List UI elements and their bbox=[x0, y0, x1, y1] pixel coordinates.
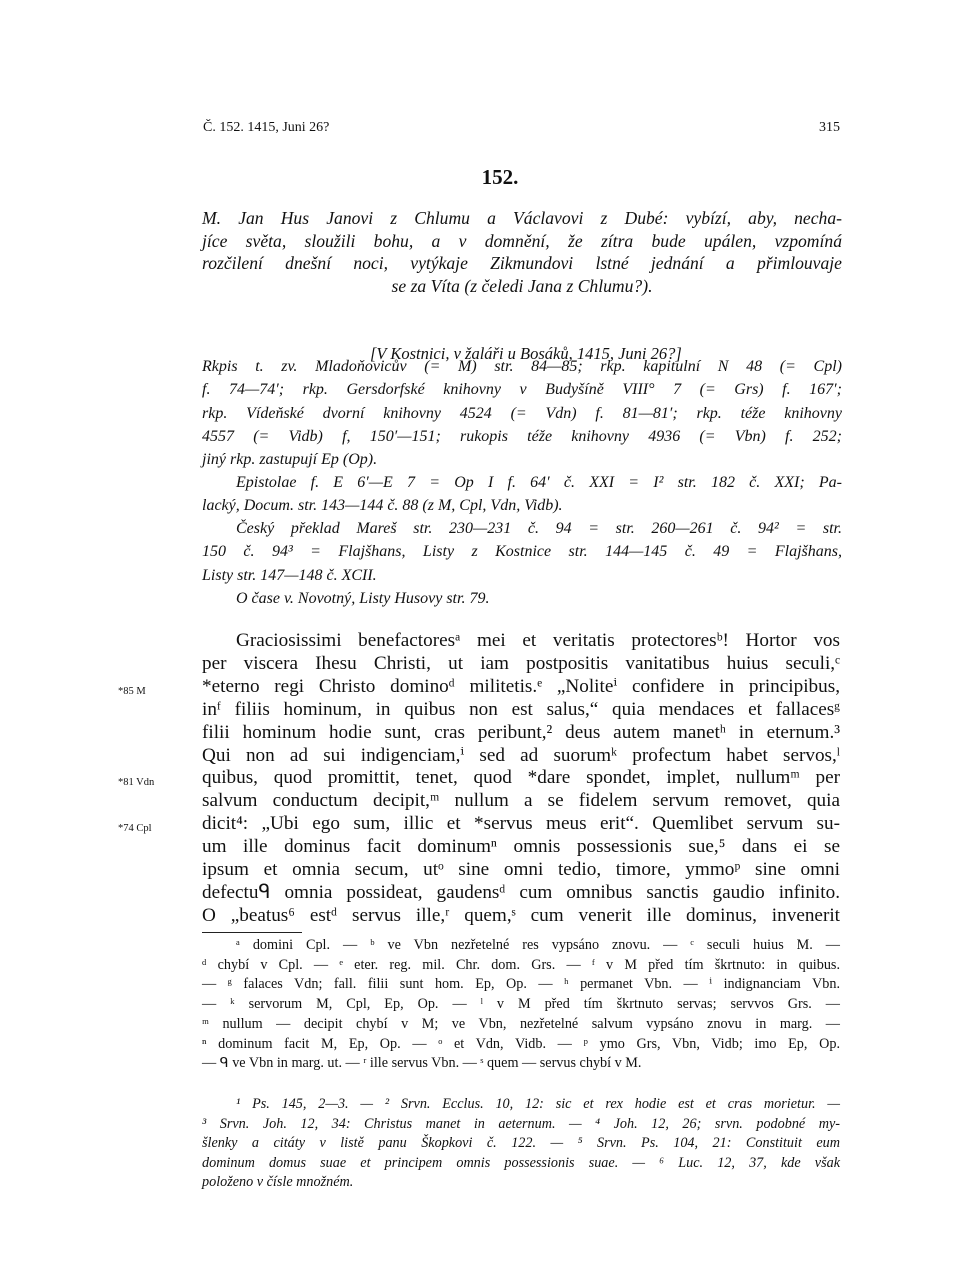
running-head-left: Č. 152. 1415, Juni 26? bbox=[203, 120, 330, 135]
text-line: filii hominum hodie sunt, cras peribunt,² deus autem manetʰ in eternum.³ bbox=[202, 721, 840, 743]
footnote-line: šlenky a citáty v listě panu Škopkovi č. 122. — ⁵ Srvn. Ps. 104, 21: Constituit eum bbox=[202, 1135, 840, 1152]
apparatus-manuscripts bbox=[202, 355, 842, 471]
letter-summary bbox=[202, 207, 842, 297]
source-notes bbox=[202, 1095, 840, 1193]
margin-note: *74 Cpl bbox=[118, 823, 152, 834]
footnote-divider bbox=[202, 932, 302, 933]
summary-line: rozčilení dnešní noci, vytýkaje Zikmundovi lstné jednání a přimlouvaje bbox=[202, 253, 842, 273]
page-number: 315 bbox=[819, 120, 840, 135]
footnote-line: ᵈ chybí v Cpl. — ᵉ eter. reg. mil. Chr. dom. Grs. — ᶠ v M před tím škrtnuto: in quibus. bbox=[202, 956, 840, 973]
text-line: inᶠ filiis hominum, in quibus non est salus,“ quia mendaces et fallacesᵍ bbox=[202, 698, 840, 720]
letter-number: 152. bbox=[481, 165, 519, 189]
footnote-line: položeno v čísle množném. bbox=[202, 1174, 354, 1191]
text-line: ipsum et omnia secum, utᵒ sine omni tedio, timore, ymmoᵖ sine omni bbox=[202, 859, 840, 881]
variant-notes bbox=[202, 936, 840, 1074]
footnote-line: ᵃ domini Cpl. — ᵇ ve Vbn nezřetelné res vypsáno znovu. — ᶜ seculi huius M. — bbox=[236, 937, 840, 953]
text-line: salvum conductum decipit,ᵐ nullum a se fidelem servum removet, quia bbox=[202, 790, 840, 812]
text-line: *eterno regi Christo dominoᵈ militetis.ᵉ „Noliteⁱ confidere in principibus, bbox=[202, 675, 840, 697]
letter-text bbox=[202, 630, 840, 928]
text-line: quibus, quod promittit, tenet, quod *dare spondet, implet, nullumᵐ per bbox=[202, 767, 840, 789]
apparatus-line: Epistolae f. E 6′—E 7 = Op I f. 64′ č. XXI = I² str. 182 č. XXI; Pa- bbox=[236, 474, 842, 491]
apparatus-line: Český překlad Mareš str. 230—231 č. 94 = str. 260—261 č. 94² = str. bbox=[236, 520, 842, 537]
text-line: Graciosissimi benefactoresᵃ mei et veritatis protectoresᵇ! Hortor vos bbox=[236, 630, 840, 651]
apparatus-editions bbox=[202, 471, 842, 518]
footnote-line: — ᵍ falaces Vdn; fall. filii sunt hom. Ep, Op. — ʰ permanet Vbn. — ⁱ indignanciam Vbn. bbox=[202, 976, 840, 993]
footnote-line: dominum domus suae et principem omnis possessionis suae. — ⁶ Luc. 12, 37, kde však bbox=[202, 1154, 840, 1171]
apparatus-line: jiný rkp. zastupují Ep (Op). bbox=[202, 451, 378, 469]
apparatus-translations bbox=[202, 517, 842, 587]
footnote-line: — ᵏ servorum M, Cpl, Ep, Op. — ˡ v M před tím škrtnuto servas; servvos Grs. — bbox=[202, 996, 840, 1013]
text-line: um ille dominus facit dominumⁿ omnis possessionis sue,⁵ dans ei se bbox=[202, 836, 840, 858]
apparatus-line: lacký, Docum. str. 143—144 č. 88 (z M, Cpl, Vdn, Vidb). bbox=[202, 497, 563, 515]
text-line: O „beatus⁶ estᵈ servus ille,ʳ quem,ˢ cum venerit ille dominus, invenerit bbox=[202, 904, 840, 926]
apparatus-line: Listy str. 147—148 č. XCII. bbox=[202, 566, 377, 584]
summary-line: se za Víta (z čeledi Jana z Chlumu?). bbox=[391, 275, 653, 296]
margin-note: *81 Vdn bbox=[118, 777, 155, 788]
margin-note: *85 M bbox=[118, 686, 146, 697]
apparatus-line: Rkpis t. zv. Mladoňovicův (= M) str. 84—85; rkp. kapitulní N 48 (= Cpl) bbox=[202, 358, 842, 375]
footnote-line: ³ Srvn. Joh. 12, 34: Christus manet in aeternum. — ⁴ Joh. 12, 26; srvn. podobné my- bbox=[202, 1115, 840, 1132]
text-line: Qui non ad sui indigenciam,ⁱ sed ad suorumᵏ profectum habet servos,ˡ bbox=[202, 744, 840, 766]
summary-line: jíce světa, sloužili bohu, a v domnění, že zítra bude upálen, vzpomíná bbox=[202, 230, 842, 251]
apparatus-line: 4557 (= Vidb) f, 150′—151; rukopis téže knihovny 4936 (= Vbn) f. 252; bbox=[202, 427, 842, 445]
footnote-line: ¹ Ps. 145, 2—3. — ² Srvn. Ecclus. 10, 12: sic et rex hodie est et cras morietur. — bbox=[236, 1096, 840, 1112]
place-date: [V Kostnici, v žaláři u Bosáků, 1415, Juni 26?] bbox=[370, 344, 682, 363]
summary-line: M. Jan Hus Janovi z Chlumu a Václavovi z Dubé: vybízí, aby, necha- bbox=[202, 208, 842, 228]
footnote-line: — ᑫ ve Vbn in marg. ut. — ʳ ille servus Vbn. — ˢ quem — servus chybí v M. bbox=[202, 1055, 642, 1072]
apparatus-line: f. 74—74′; rkp. Gersdorfské knihovny v Budyšíně VIII° 7 (= Grs) f. 167′; bbox=[202, 381, 842, 399]
apparatus-line: O čase v. Novotný, Listy Husovy str. 79. bbox=[236, 590, 490, 607]
text-line: per viscera Ihesu Christi, ut iam postpositis vanitatibus huius seculi,ᶜ bbox=[202, 652, 840, 674]
footnote-line: ⁿ dominum facit M, Ep, Op. — ᵒ et Vdn, Vidb. — ᵖ ymo Grs, Vbn, Vidb; imo Ep, Op. bbox=[202, 1035, 840, 1052]
apparatus-line: rkp. Vídeňské dvorní knihovny 4524 (= Vdn) f. 81—81′; rkp. téže knihovny bbox=[202, 404, 842, 422]
text-line: dicit⁴: „Ubi ego sum, illic et *servus meus erit“. Quemlibet servum su- bbox=[202, 813, 840, 835]
apparatus-dating bbox=[202, 587, 842, 610]
apparatus-line: 150 č. 94³ = Flajšhans, Listy z Kostnice str. 144—145 č. 49 = Flajšhans, bbox=[202, 543, 842, 561]
text-line: defectuᑫ omnia possideat, gaudensᵈ cum omnibus sanctis gaudio infinito. bbox=[202, 881, 840, 903]
footnote-line: ᵐ nullum — decipit chybí v M; ve Vbn, nezřetelné salvum vypsáno znovu in marg. — bbox=[202, 1015, 840, 1032]
